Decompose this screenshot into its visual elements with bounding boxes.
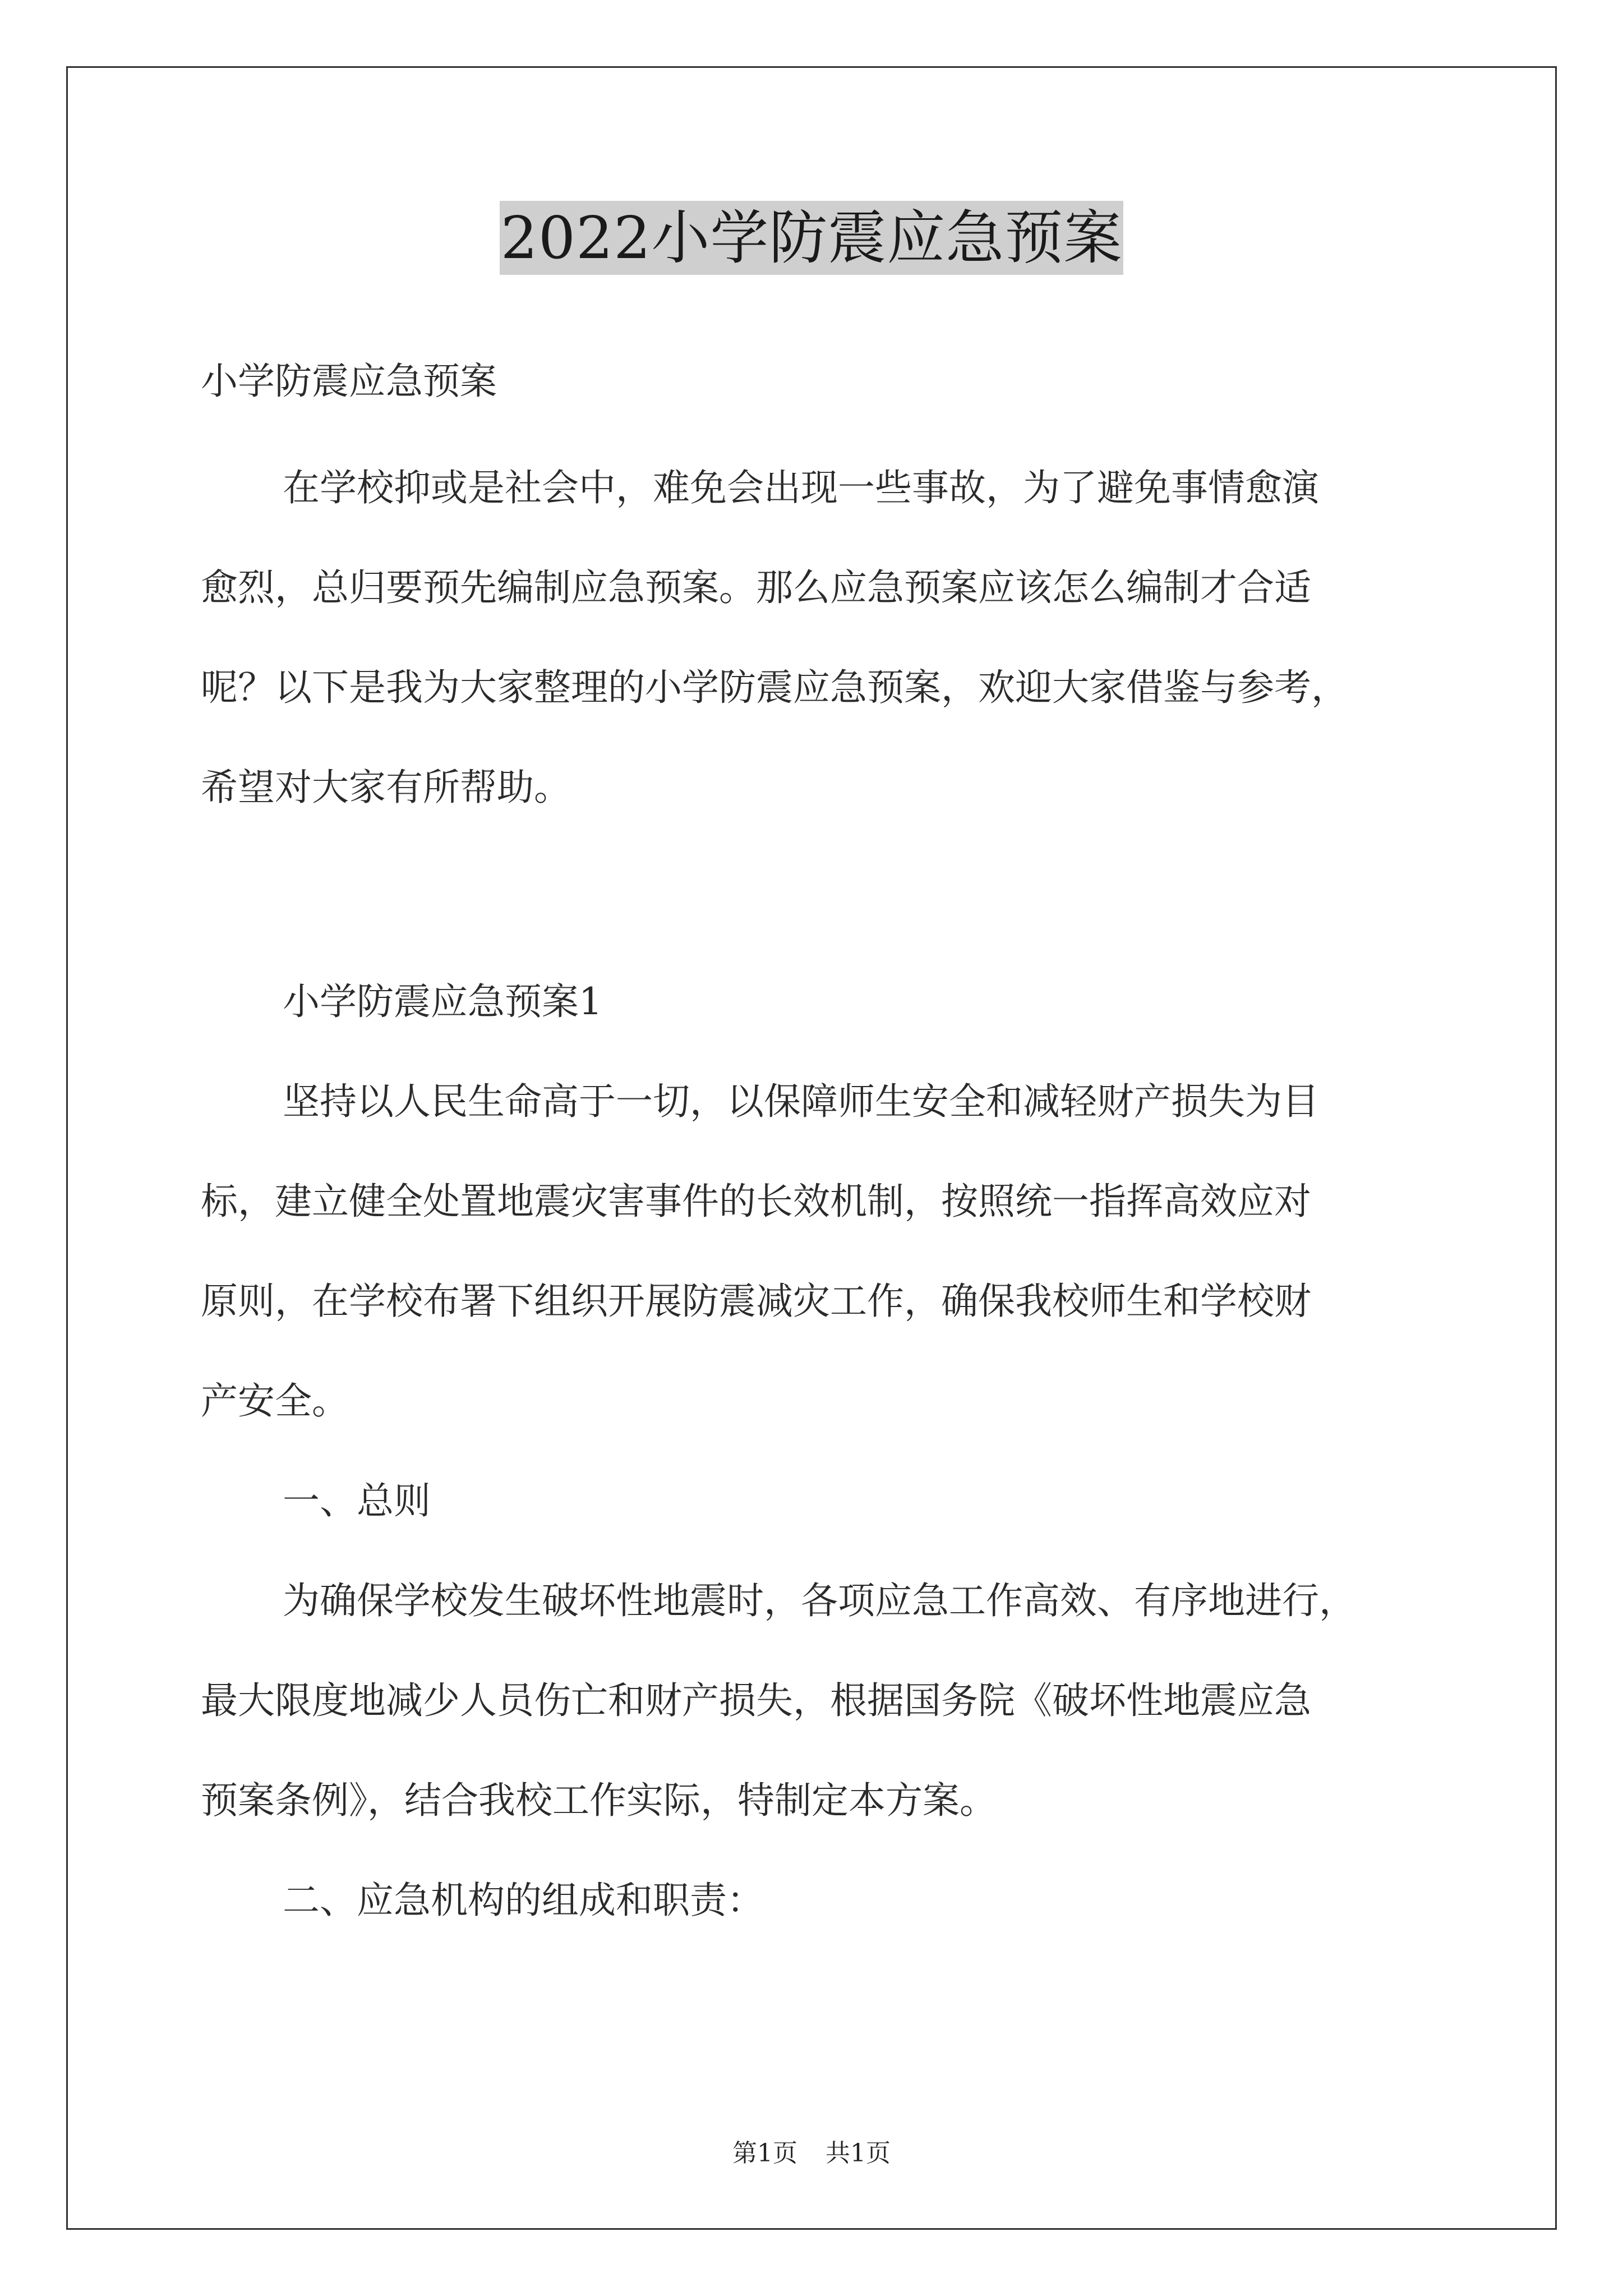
intro-line-2[interactable]: 愈烈，总归要预先编制应急预案。那么应急预案应该怎么编制才合适: [201, 566, 1311, 609]
page-number-current: 第1页: [732, 2139, 797, 2168]
principle-line-4[interactable]: 产安全。: [201, 1379, 349, 1423]
document-subtitle[interactable]: 小学防震应急预案: [201, 360, 497, 403]
general-heading[interactable]: 一、总则: [283, 1479, 431, 1522]
intro-line-4[interactable]: 希望对大家有所帮助。: [201, 766, 571, 809]
general-line-3[interactable]: 预案条例》，结合我校工作实际，特制定本方案。: [201, 1779, 997, 1822]
section-heading[interactable]: 小学防震应急预案1: [283, 980, 602, 1023]
general-line-2[interactable]: 最大限度地减少人员伤亡和财产损失，根据国务院《破坏性地震应急: [201, 1679, 1311, 1722]
general-line-1[interactable]: 为确保学校发生破坏性地震时，各项应急工作高效、有序地进行，: [283, 1579, 1356, 1622]
document-title[interactable]: 2022小学防震应急预案: [500, 201, 1124, 275]
intro-line-3[interactable]: 呢？以下是我为大家整理的小学防震应急预案，欢迎大家借鉴与参考，: [201, 666, 1348, 709]
org-heading[interactable]: 二、应急机构的组成和职责：: [283, 1879, 764, 1922]
page-number-total: 共1页: [826, 2139, 891, 2168]
principle-line-3[interactable]: 原则，在学校布署下组织开展防震减灾工作，确保我校师生和学校财: [201, 1280, 1311, 1323]
title-container: [0, 201, 1623, 275]
principle-line-2[interactable]: 标，建立健全处置地震灾害事件的长效机制，按照统一指挥高效应对: [201, 1180, 1311, 1223]
page-footer: [0, 2133, 1623, 2169]
intro-line-1[interactable]: 在学校抑或是社会中，难免会出现一些事故，为了避免事情愈演: [283, 466, 1319, 509]
principle-line-1[interactable]: 坚持以人民生命高于一切，以保障师生安全和减轻财产损失为目: [283, 1080, 1319, 1123]
